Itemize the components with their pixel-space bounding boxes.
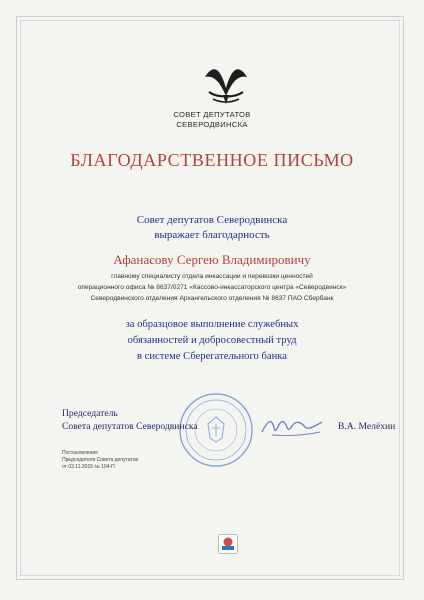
chairman-title-line1: Председатель [62, 408, 118, 419]
position-line3: Северодвинского отделения Архангельского отделения № 8637 ПАО Сбербанк [90, 295, 334, 302]
city-emblem-icon [197, 58, 255, 110]
org-name-line1: СОВЕТ ДЕПУТАТОВ [173, 110, 251, 119]
position-line2: операционного офиса № 8637/0271 «Кассово-инкассаторского центра «Северодвинск» [77, 284, 347, 291]
recipient-name: Афанасову Сергею Владимировичу [113, 252, 311, 267]
city-logo-icon [218, 534, 238, 554]
decree-line3: от 03.11.2015 № 194-П [62, 464, 115, 470]
handwritten-signature [258, 410, 328, 444]
page-title: БЛАГОДАРСТВЕННОЕ ПИСЬМО [70, 150, 354, 170]
position-line1: главному специалисту отдела инкассации и перевозки ценностей [111, 273, 313, 280]
decree-line1: Постановление [62, 450, 99, 456]
org-name-line2: СЕВЕРОДВИНСКА [176, 120, 248, 129]
decree-line2: Председателя Совета депутатов [62, 457, 139, 463]
merit-line3: в системе Сберегательного банка [137, 351, 287, 362]
issuer-line2: выражает благодарность [154, 229, 270, 241]
signer-name: В.А. Мелёхин [338, 421, 396, 432]
chairman-title-line2: Совета депутатов Северодвинска [62, 421, 198, 432]
merit-line2: обязанностей и добросовестный труд [127, 335, 297, 346]
issuer-line1: Совет депутатов Северодвинска [136, 214, 288, 226]
merit-line1: за образцовое выполнение служебных [125, 319, 299, 330]
